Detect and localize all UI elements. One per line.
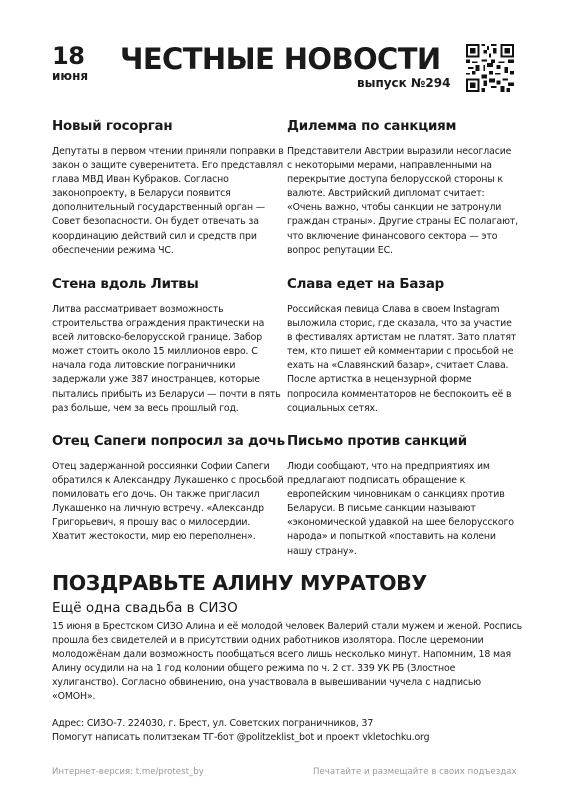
article-sanctions-dilemma [287,119,519,258]
article-letter-against-sanctions [287,434,519,559]
article-sapega-father [52,434,284,545]
article-lithuania-wall [52,277,284,416]
issue-number: выпуск №294 [357,76,451,90]
article-text: Отец задержанной россиянки Софии Сапеги обратился к Александру Лукашенко с просьбой помиловать его дочь. Он также пригласил Лукашенко на личную встречу. «Александр Григорьевич, я прошу вас о милосердии. Хватит жестокости, мир ею переполнен». [52,461,284,543]
prison-address: Адрес: СИЗО-7. 224030, г. Брест, ул. Советских пограничников, 37 [52,718,374,729]
footer-web-version: Интернет-версия: t.me/protest_by [52,767,204,777]
article-title: Письмо против санкций [287,434,467,449]
feature-title: ПОЗДРАВЬТЕ АЛИНУ МУРАТОВУ [52,571,427,595]
article-title: Отец Сапеги попросил за дочь [52,434,285,449]
article-slava-bazaar [287,277,519,416]
article-title: Стена вдоль Литвы [52,277,199,292]
help-line: Помогут написать политзекам ТГ-бот @politzeklist_bot и проект vkletochku.org [52,732,430,743]
article-text: Представители Австрии выразили несогласие с некоторыми мерами, направленными на перекрытие доступа белорусской стороны к валюте. Австрийский дипломат считает: «Очень важно, чтобы санкции не затронули граждан страны». Другие страны ЕС полагают, что включение финансового сектора — это вопрос репутации ЕС. [287,146,518,256]
masthead-title: ЧЕСТНЫЕ НОВОСТИ [120,42,441,76]
article-text: Российская певица Слава в своем Instagram выложила сторис, где сказала, что за участие в фестивалях артистам не платят. Зато платят тем, кто пишет ей комментарии с просьбой не ехать на «Славянский базар», считает Слава. После артистка в нецензурной форме попросила комментаторов не беспокоить её в социальных сетях. [287,304,517,414]
article-title: Новый госорган [52,119,173,134]
article-text: Люди сообщают, что на предприятиях им предлагают подписать обращение к европейским чиновникам о санкциях против Беларуси. В письме санкции называют «экономической удавкой на шее белорусского народа» и попыткой «поставить на колени нашу страну». [287,461,514,557]
footer-print-note: Печатайте и размещайте в своих подъездах [313,767,517,777]
article-title: Слава едет на Базар [287,277,445,292]
article-text: Литва рассматривает возможность строительства ограждения практически на всей литовско-белорусской границе. Забор может стоить около 15 миллионов евро. С начала года литовские пограничники задержали уже 387 иностранцев, которые пытались прибыть из Беларуси — почти в пять раз больше, чем за весь прошлый год. [52,304,281,414]
feature-subtitle: Ещё одна свадьба в СИЗО [52,600,238,616]
article-new-state-body [52,119,284,258]
feature-text: 15 июня в Брестском СИЗО Алина и её молодой человек Валерий стали мужем и женой. Роспись прошла без свидетелей и в присутствии одних работников изолятора. После церемонии молодожёнам дали возможность пообщаться всего лишь несколько минут. Напомним, 18 мая Алину осудили на на 1 год колонии общего режима по ч. 2 ст. 339 УК РБ (Злостное хулиганство). Согласно обвинению, она участвовала в вывешивании чучела с надписью «ОМОН». [52,621,523,703]
issue-date [52,44,112,83]
date-day: 18 [52,42,85,70]
date-month: июня [52,69,89,83]
article-title: Дилемма по санкциям [287,119,457,134]
qr-code-icon[interactable] [466,44,514,92]
article-text: Депутаты в первом чтении приняли поправки в закон о защите суверенитета. Его представлял глава МВД Иван Кубраков. Согласно законопроекту, в Беларуси появится дополнительный государственный орган — Совет безопасности. Он будет отвечать за координацию действий сил и средств при обеспечении режима ЧС. [52,146,284,256]
